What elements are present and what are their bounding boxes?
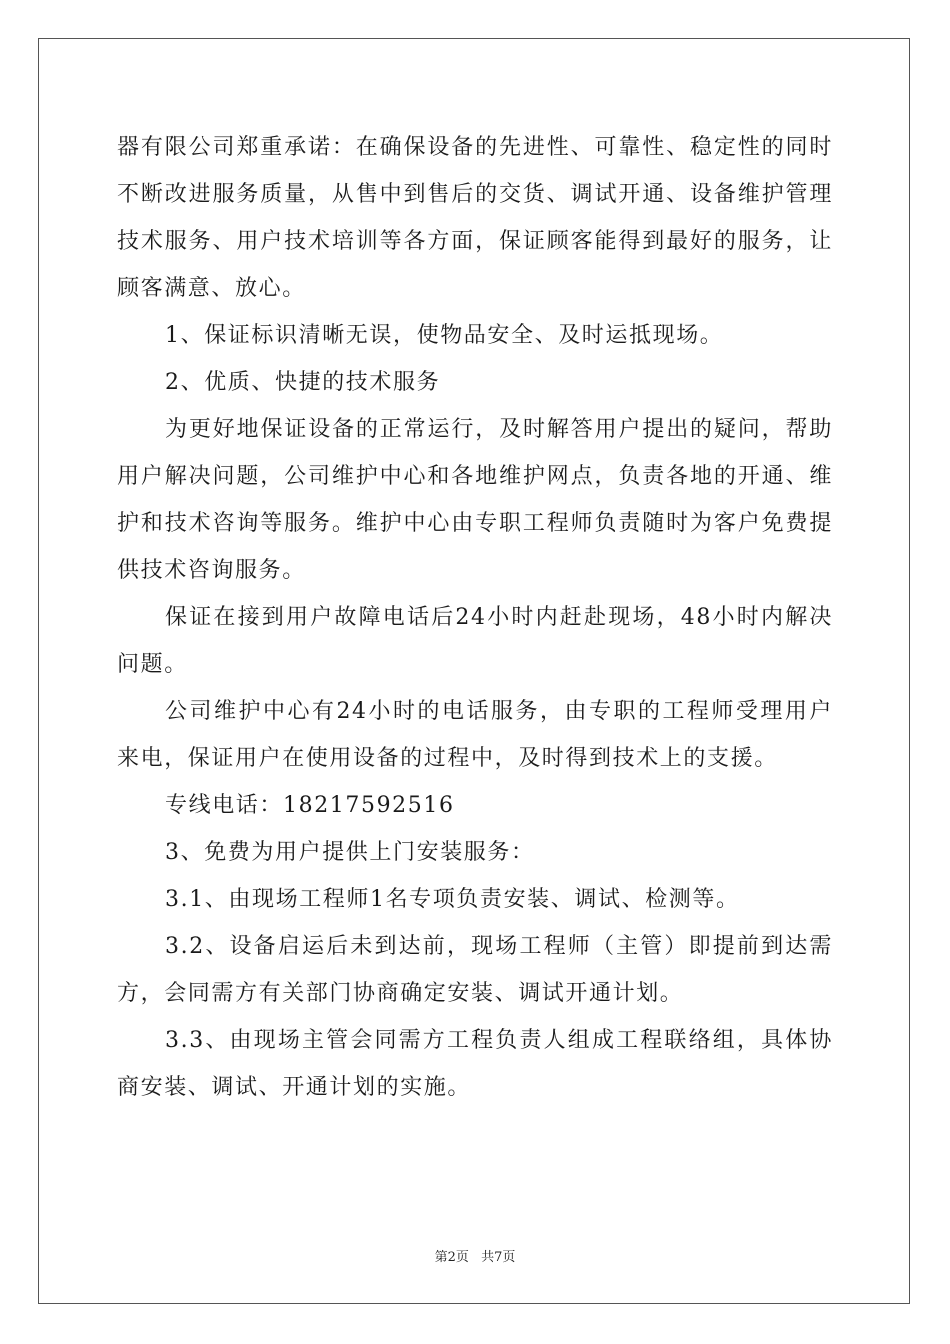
paragraph-11: 3.3、由现场主管会同需方工程负责人组成工程联络组，具体协商安装、调试、开通计划的实施。 [117, 1028, 833, 1100]
page-number: 第2页 [434, 1250, 469, 1265]
paragraph-6: 公司维护中心有24小时的电话服务，由专职的工程师受理用户来电，保证用户在使用设备的过程中，及时得到技术上的支援。 [117, 699, 833, 771]
paragraph-1: 器有限公司郑重承诺：在确保设备的先进性、可靠性、稳定性的同时不断改进服务质量，从售中到售后的交货、调试开通、设备维护管理技术服务、用户技术培训等各方面，保证顾客能得到最好的服务，让顾客满意、放心。 [117, 135, 833, 301]
paragraph-10: 3.2、设备启运后未到达前，现场工程师（主管）即提前到达需方，会同需方有关部门协商确定安装、调试开通计划。 [117, 934, 833, 1006]
paragraph-3: 2、优质、快捷的技术服务 [165, 370, 441, 395]
paragraph-5: 保证在接到用户故障电话后24小时内赶赴现场，48小时内解决问题。 [117, 605, 833, 677]
paragraph-9: 3.1、由现场工程师1名专项负责安装、调试、检测等。 [165, 887, 740, 912]
page-total: 共7页 [481, 1250, 516, 1265]
paragraph-2: 1、保证标识清晰无误，使物品安全、及时运抵现场。 [165, 323, 724, 348]
paragraph-7-hotline: 专线电话：18217592516 [165, 793, 455, 818]
paragraph-8: 3、免费为用户提供上门安装服务： [165, 840, 535, 865]
document-body [117, 124, 833, 1111]
page-footer [0, 1246, 950, 1265]
paragraph-4: 为更好地保证设备的正常运行，及时解答用户提出的疑问，帮助用户解决问题，公司维护中心和各地维护网点，负责各地的开通、维护和技术咨询等服务。维护中心由专职工程师负责随时为客户免费提供技术咨询服务。 [117, 417, 833, 583]
